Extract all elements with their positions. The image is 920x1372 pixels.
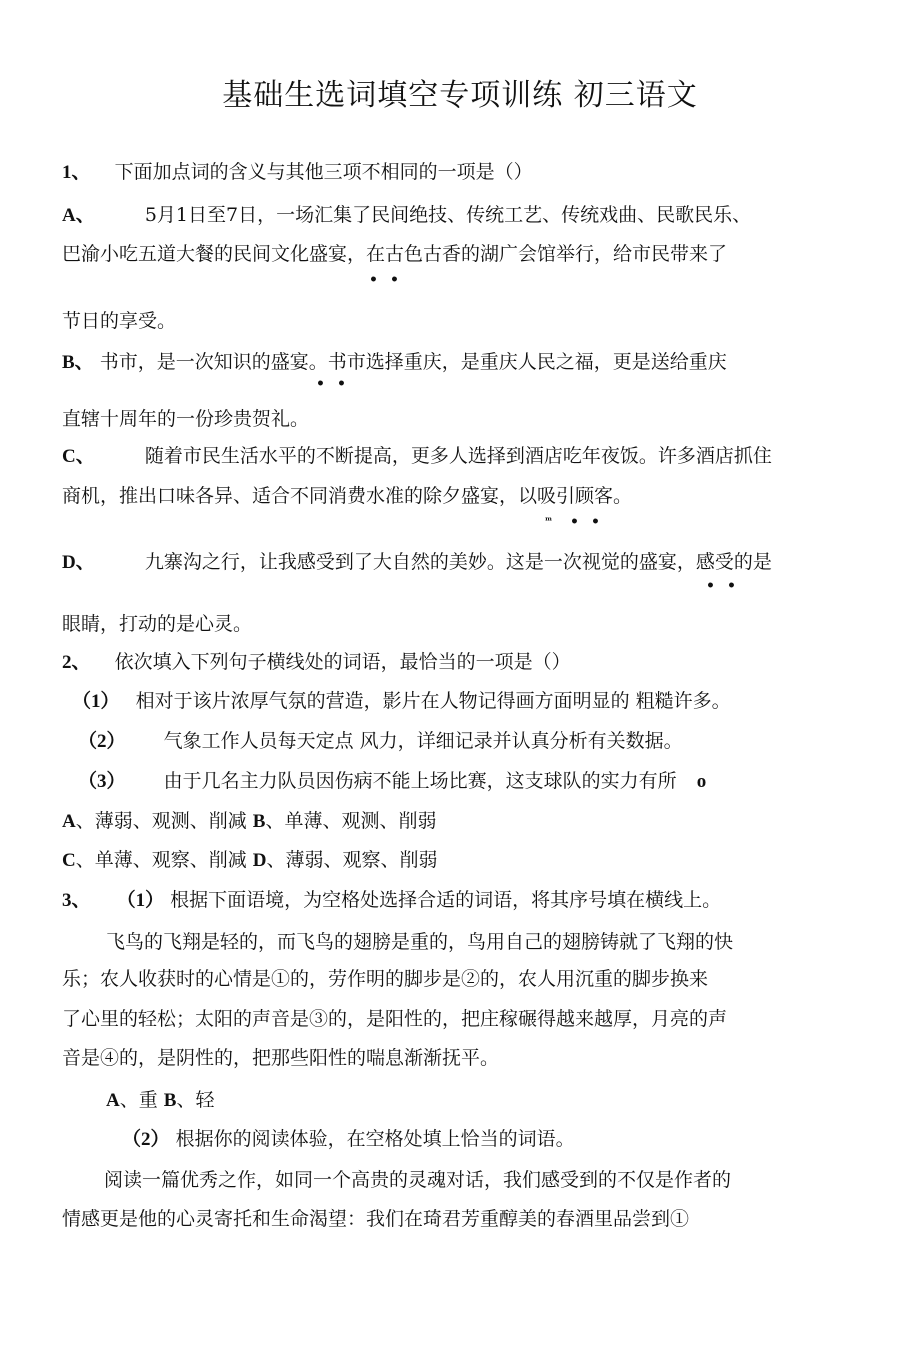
q3-part-2-text: 根据你的阅读体验，在空格处填上恰当的词语。 xyxy=(175,1128,575,1150)
q2-option-b-text: 、单薄、观测、削弱 xyxy=(265,810,437,832)
q1-option-c-label: C、 xyxy=(62,446,95,467)
q2-stem-text: 依次填入下列句子横线处的词语，最恰当的一项是（） xyxy=(114,651,571,673)
q1-option-d-label: D、 xyxy=(62,552,95,573)
q2-sentence-3 xyxy=(78,769,706,794)
q3-option-b-label: B xyxy=(163,1090,177,1111)
q3-part-2-stem xyxy=(122,1127,575,1152)
q2-option-c-label: C xyxy=(62,850,76,871)
emphasis-dots: •• xyxy=(369,272,411,288)
q3-paragraph2-line: 情感更是他的心灵寄托和生命渴望：我们在琦君芳重醇美的春酒里品尝到① xyxy=(62,1208,690,1230)
q2-sentence-2-text: 气象工作人员每天定点 风力，详细记录并认真分析有关数据。 xyxy=(163,730,683,752)
q2-sentence-1-number: （1） xyxy=(72,691,120,712)
page-title: 基础生选词填空专项训练 初三语文 xyxy=(222,78,698,113)
q2-sentence-2 xyxy=(78,729,683,754)
q1-option-c-line2: 商机，推出口味各异、适合不同消费水准的除夕盛宴，以吸引顾客。 xyxy=(62,485,633,507)
q3-part-1-stem xyxy=(62,888,721,913)
q1-stem xyxy=(62,160,533,185)
q2-sentence-1-text: 相对于该片浓厚气氛的营造，影片在人物记得画方面明显的 粗糙许多。 xyxy=(135,690,731,712)
print-artifact-mark: ᵐ xyxy=(545,516,553,527)
q2-option-d-label: D xyxy=(252,850,267,871)
q1-number: 1、 xyxy=(62,162,91,183)
q3-number: 3、 xyxy=(62,890,91,911)
q1-stem-text: 下面加点词的含义与其他三项不相同的一项是（） xyxy=(114,161,533,183)
q3-option-a-label: A xyxy=(106,1090,120,1111)
q1-option-c-text1: 随着市民生活水平的不断提高，更多人选择到酒店吃年夜饭。许多酒店抓住 xyxy=(144,445,772,467)
q3-paragraph-line: 乐；农人收获时的心情是①的，劳作明的脚步是②的，农人用沉重的脚步换来 xyxy=(62,968,709,990)
q2-sentence-3-number: （3） xyxy=(78,771,126,792)
q2-option-d-text: 、薄弱、观察、削弱 xyxy=(266,849,438,871)
q2-options-row-2 xyxy=(62,848,438,873)
q1-option-a-text1: 5月1日至7日，一场汇集了民间绝技、传统工艺、传统戏曲、民歌民乐、 xyxy=(144,204,752,226)
q3-options-row xyxy=(106,1088,214,1113)
q3-paragraph2-line: 阅读一篇优秀之作，如同一个高贵的灵魂对话，我们感受到的不仅是作者的 xyxy=(104,1169,732,1191)
q2-option-a-text: 、薄弱、观测、削减 xyxy=(75,810,253,832)
q3-part-1-number: （1） xyxy=(116,890,165,911)
q1-option-b-line1 xyxy=(62,350,727,375)
q1-option-b-text1: 书市，是一次知识的盛宴。书市选择重庆，是重庆人民之福，更是送给重庆 xyxy=(99,351,727,373)
q1-option-d-line2: 眼睛，打动的是心灵。 xyxy=(62,613,253,635)
emphasis-dots: •• xyxy=(570,514,612,530)
q3-option-a-text: 、重 xyxy=(119,1089,164,1111)
q2-option-c-text: 、单薄、观察、削减 xyxy=(75,849,253,871)
q1-option-a-line3: 节日的享受。 xyxy=(62,310,177,332)
q1-option-b-line2: 直辖十周年的一份珍贵贺礼。 xyxy=(62,408,310,430)
q3-paragraph-line: 音是④的，是阴性的，把那些阳性的喘息渐渐抚平。 xyxy=(62,1047,500,1069)
q2-option-b-label: B xyxy=(252,811,266,832)
q2-sentence-3-tail: o xyxy=(696,771,707,792)
q3-paragraph-line: 了心里的轻松；太阳的声音是③的，是阳性的，把庄稼碾得越来越厚，月亮的声 xyxy=(62,1008,728,1030)
q3-paragraph-line: 飞鸟的飞翔是轻的，而飞鸟的翅膀是重的，鸟用自己的翅膀铸就了飞翔的快 xyxy=(106,931,734,953)
q3-part-1-text: 根据下面语境，为空格处选择合适的词语，将其序号填在横线上。 xyxy=(170,889,722,911)
q2-options-row-1 xyxy=(62,809,436,834)
q1-option-a-line2: 巴渝小吃五道大餐的民间文化盛宴，在古色古香的湖广会馆举行，给市民带来了 xyxy=(62,243,728,265)
q1-option-c-line1 xyxy=(62,444,772,469)
q2-sentence-1 xyxy=(72,689,731,714)
q3-option-b-text: 、轻 xyxy=(176,1089,215,1111)
emphasis-dots: •• xyxy=(316,376,358,392)
q1-option-b-label: B、 xyxy=(62,352,94,373)
q2-number: 2、 xyxy=(62,652,91,673)
q1-option-a-line1 xyxy=(62,203,751,228)
q2-stem xyxy=(62,650,571,675)
q1-option-a-label: A、 xyxy=(62,205,95,226)
q1-option-d-line1 xyxy=(62,550,772,575)
q2-sentence-3-text: 由于几名主力队员因伤病不能上场比赛，这支球队的实力有所 xyxy=(163,770,677,792)
emphasis-dots: •• xyxy=(706,578,748,594)
q2-sentence-2-number: （2） xyxy=(78,731,126,752)
q1-option-d-text1: 九寨沟之行，让我感受到了大自然的美妙。这是一次视觉的盛宴，感受的是 xyxy=(144,551,772,573)
q2-option-a-label: A xyxy=(62,811,76,832)
q3-part-2-number: （2） xyxy=(122,1129,170,1150)
